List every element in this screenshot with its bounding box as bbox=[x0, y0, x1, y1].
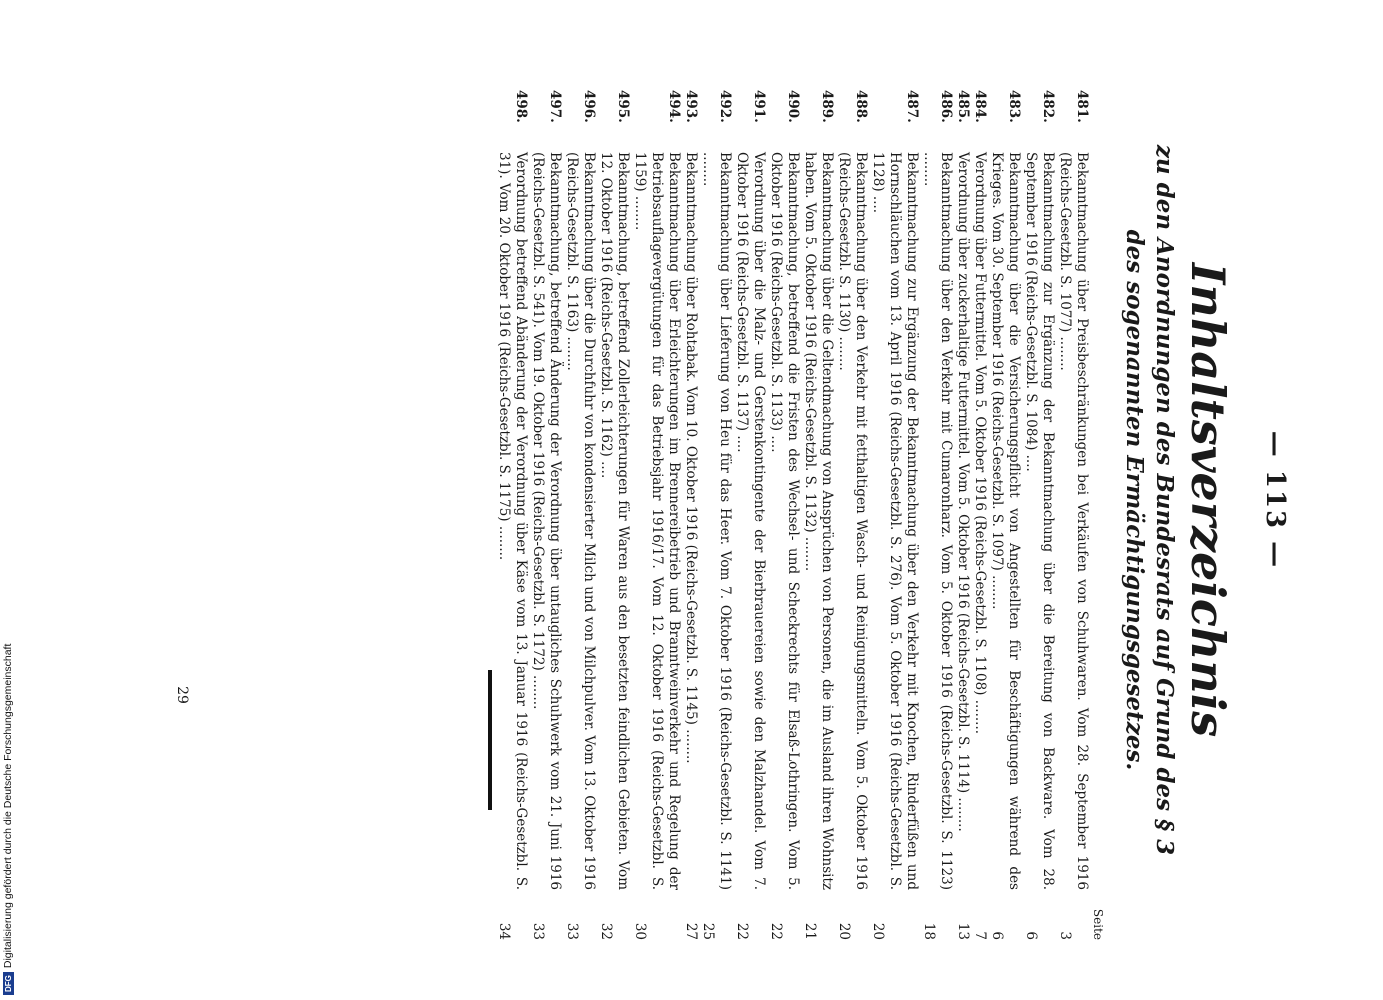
entry-number: 485. bbox=[955, 90, 971, 123]
entry-number: 495. bbox=[615, 90, 631, 123]
entry-text: Bekanntmachung über den Verkehr mit fetthaltigen Wasch- und Reinigungsmitteln. Vom 5. Oktober 1916 (Reichs-Gesetzbl. S. 1130) ........ bbox=[836, 152, 869, 890]
divider-rule bbox=[488, 670, 492, 810]
entry-page: 22 bbox=[734, 922, 750, 940]
entry-number: 491. bbox=[751, 90, 767, 123]
list-item bbox=[1056, 90, 1090, 940]
list-item bbox=[733, 90, 767, 940]
list-item bbox=[954, 90, 971, 940]
subtitle-line-2: des sogenannten Ermächtigungsgesetzes. bbox=[1121, 229, 1148, 771]
list-item bbox=[682, 90, 699, 940]
entry-number: 490. bbox=[785, 90, 801, 123]
list-item bbox=[495, 90, 529, 940]
list-item bbox=[971, 90, 988, 940]
entry-text: Bekanntmachung über die Geltendmachung von Ansprüchen von Personen, die im Ausland ihren Wohnsitz haben. Vom 5. Oktober 1916 (Reichs-Gesetzbl. S. 1132) ........ bbox=[802, 152, 835, 890]
entry-page: 34 bbox=[496, 922, 512, 940]
entry-text: Bekanntmachung, betreffend die Fristen des Wechsel- und Scheckrechts für Elsaß-Lothringen. Vom 5. Oktober 1916 (Reichs-Gesetzbl. S. 1133) .... bbox=[768, 152, 801, 890]
entry-text: Bekanntmachung über die Durchfuhr von kondensierter Milch und von Milchpulver. Vom 13. Oktober 1916 (Reichs-Gesetzbl. S. 1163) ........ bbox=[564, 152, 597, 890]
entry-page: 13 bbox=[955, 922, 971, 940]
entry-page: 27 bbox=[683, 922, 699, 940]
entry-number: 496. bbox=[581, 90, 597, 123]
list-item bbox=[529, 90, 563, 940]
page-title: Inhaltsverzeichnis bbox=[1181, 262, 1235, 738]
entry-number: 498. bbox=[513, 90, 529, 123]
entry-list bbox=[495, 90, 1090, 940]
entry-number: 487. bbox=[904, 90, 920, 123]
entry-text: Bekanntmachung über Erleichterungen im Brennereibetrieb und Branntweinverkehr und Regelung der Betriebsauflagevergütungen für das Betriebsjahr 1916/17. Vom 12. Oktober 1916 (Reichs-Gesetzbl. S. 1159) ........ bbox=[632, 152, 682, 890]
entry-page: 20 bbox=[870, 922, 886, 940]
entry-text: Bekanntmachung zur Ergänzung der Bekanntmachung über den Verkehr mit Knochen, Rinderfüßen und Hornschläuchen vom 13. April 1916 (Reichs-Gesetzbl. S. 276). Vom 5. Oktober 1916 (Reichs-Gesetzbl. S. 1128) .... bbox=[870, 152, 920, 890]
entry-page: 33 bbox=[530, 922, 546, 940]
entry-page: 3 bbox=[1057, 931, 1073, 940]
entry-page: 22 bbox=[768, 922, 784, 940]
entry-text: Verordnung über zuckerhaltige Futtermittel. Vom 5. Oktober 1916 (Reichs-Gesetzbl. S. 1114) ........ bbox=[955, 152, 971, 832]
entry-number: 492. bbox=[717, 90, 733, 123]
entry-number: 486. bbox=[938, 90, 954, 123]
list-item bbox=[563, 90, 597, 940]
list-item bbox=[631, 90, 682, 940]
entry-text: Bekanntmachung über Preisbeschränkungen bei Verkäufen von Schuhwaren. Vom 28. September 1916 (Reichs-Gesetzbl. S. 1077) ........ bbox=[1057, 152, 1090, 890]
list-item bbox=[1022, 90, 1056, 940]
entry-text: Verordnung betreffend Abänderung der Verordnung über Käse vom 13. Januar 1916 (Reichs-Gesetzbl. S. 31). Vom 20. Oktober 1916 (Reichs-Gesetzbl. S. 1175) ........ bbox=[496, 152, 529, 890]
credit-text: Digitalisierung gefördert durch die Deutsche Forschungsgemeinschaft bbox=[2, 643, 14, 969]
entry-page: 6 bbox=[989, 931, 1005, 940]
seite-label: Seite bbox=[1091, 908, 1105, 940]
entry-page: 25 bbox=[700, 922, 716, 940]
entry-text: Bekanntmachung zur Ergänzung der Bekanntmachung über die Bereitung von Backware. Vom 28. September 1916 (Reichs-Gesetzbl. S. 1084) .... bbox=[1023, 152, 1056, 890]
dfg-logo: DFG bbox=[3, 972, 14, 995]
digitization-credit bbox=[2, 0, 14, 995]
entry-text: Bekanntmachung über Lieferung von Heu für das Heer. Vom 7. Oktober 1916 (Reichs-Gesetzbl. S. 1141) ........ bbox=[700, 152, 733, 890]
entry-text: Bekanntmachung, betreffend Zollerleichterungen für Waren aus den besetzten feindlichen Gebieten. Vom 12. Oktober 1916 (Reichs-Gesetzbl. S. 1162) .... bbox=[598, 152, 631, 890]
entry-number: 497. bbox=[547, 90, 563, 123]
footer-number: 29 bbox=[174, 686, 190, 704]
entry-number: 488. bbox=[853, 90, 869, 123]
entry-text: Bekanntmachung, betreffend Änderung der Verordnung über untaugliches Schuhwerk vom 21. Juni 1916 (Reichs-Gesetzbl. S. 541). Vom 19. Oktober 1916 (Reichs-Gesetzbl. S. 1172) ........ bbox=[530, 152, 563, 890]
entry-number: 482. bbox=[1040, 90, 1056, 123]
entry-number: 483. bbox=[1006, 90, 1022, 123]
entry-text: Bekanntmachung über den Verkehr mit Cumaronharz. Vom 5. Oktober 1916 (Reichs-Gesetzbl. S. 1123) ........ bbox=[921, 152, 954, 890]
entry-page: 21 bbox=[802, 922, 818, 940]
page-number: — 113 — bbox=[1260, 430, 1290, 570]
entry-number: 494. bbox=[666, 90, 682, 123]
entry-number: 484. bbox=[972, 90, 988, 123]
list-item bbox=[920, 90, 954, 940]
rotated-page bbox=[90, 30, 1290, 970]
entry-page: 6 bbox=[1023, 931, 1039, 940]
entry-number: 489. bbox=[819, 90, 835, 123]
entry-page: 18 bbox=[921, 922, 937, 940]
entry-text: Verordnung über die Malz- und Gerstenkontingente der Bierbrauereien sowie den Malzhandel. Vom 7. Oktober 1916 (Reichs-Gesetzbl. S. 1137) .... bbox=[734, 152, 767, 890]
list-item bbox=[767, 90, 801, 940]
entry-number: 481. bbox=[1074, 90, 1090, 123]
entry-page: 33 bbox=[564, 922, 580, 940]
list-item bbox=[699, 90, 733, 940]
list-item bbox=[835, 90, 869, 940]
entry-text: Bekanntmachung über die Versicherungspflicht von Angestellten für Beschäftigungen während des Krieges. Vom 30. September 1916 (Reichs-Gesetzbl. S. 1097) ........ bbox=[989, 152, 1022, 890]
entry-text: Verordnung über Futtermittel. Vom 5. Oktober 1916 (Reichs-Gesetzbl. S. 1108) ........ bbox=[972, 152, 988, 735]
list-item bbox=[597, 90, 631, 940]
entry-page: 32 bbox=[598, 922, 614, 940]
entry-number: 493. bbox=[683, 90, 699, 123]
subtitle-line-1: zu den Anordnungen des Bundesrats auf Grund des § 3 bbox=[1151, 144, 1178, 856]
list-item bbox=[988, 90, 1022, 940]
list-item bbox=[869, 90, 920, 940]
list-item bbox=[801, 90, 835, 940]
entry-page: 30 bbox=[632, 922, 648, 940]
entry-text: Bekanntmachung über Rohtabak. Vom 10. Oktober 1916 (Reichs-Gesetzbl. S. 1145) ........ bbox=[683, 152, 699, 764]
entry-page: 20 bbox=[836, 922, 852, 940]
entry-page: 7 bbox=[972, 931, 988, 940]
